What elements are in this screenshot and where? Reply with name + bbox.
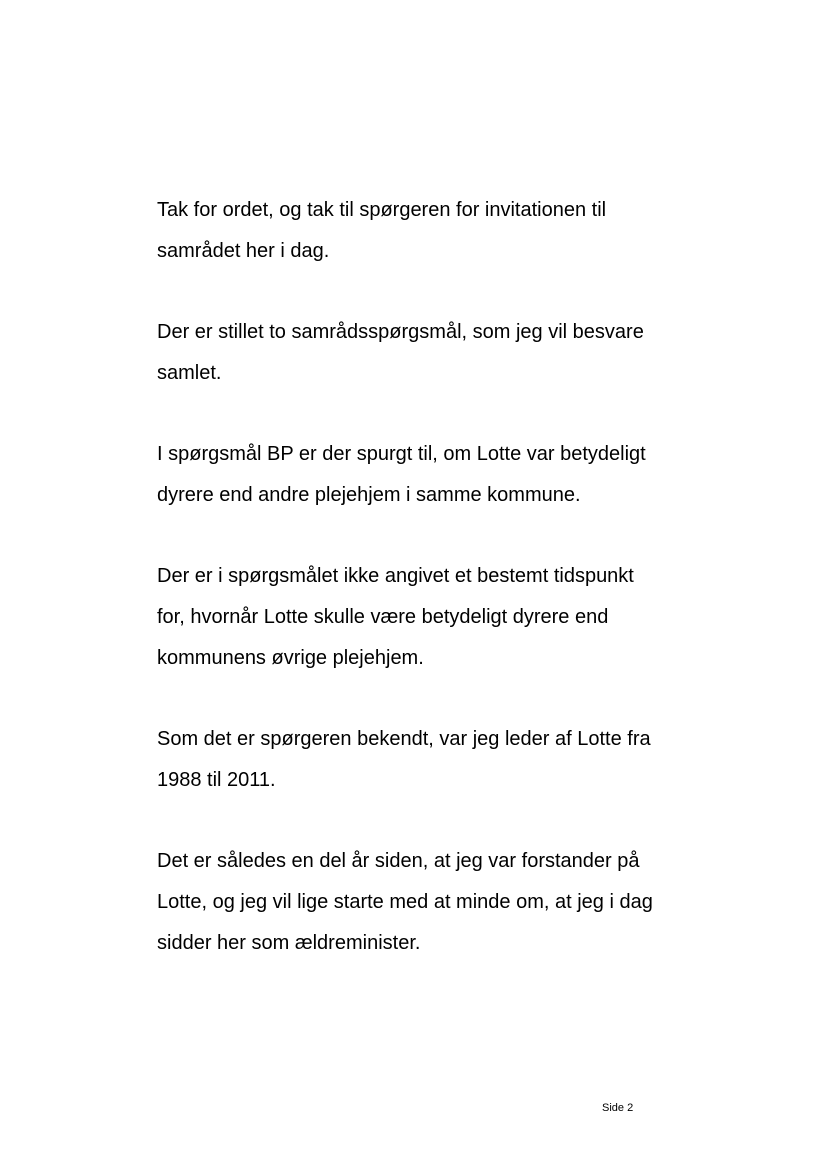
page-number: Side 2: [602, 1102, 634, 1114]
paragraph-line: kommunens øvrige plejehjem.: [157, 647, 424, 669]
paragraph-line: Som det er spørgeren bekendt, var jeg leder af Lotte fra: [157, 728, 651, 750]
paragraph-2: [157, 312, 717, 394]
paragraph-line: 1988 til 2011.: [157, 769, 276, 791]
paragraph-line: Lotte, og jeg vil lige starte med at minde om, at jeg i dag: [157, 891, 653, 913]
paragraph-line: for, hvornår Lotte skulle være betydeligt dyrere end: [157, 606, 609, 628]
paragraph-line: I spørgsmål BP er der spurgt til, om Lotte var betydeligt: [157, 443, 646, 465]
paragraph-line: dyrere end andre plejehjem i samme kommune.: [157, 484, 581, 506]
paragraph-4: [157, 556, 717, 679]
paragraph-1: [157, 190, 717, 272]
paragraph-line: Tak for ordet, og tak til spørgeren for invitationen til: [157, 199, 607, 221]
paragraph-line: Der er stillet to samrådsspørgsmål, som jeg vil besvare: [157, 321, 644, 343]
paragraph-3: [157, 434, 717, 516]
paragraph-6: [157, 841, 717, 964]
paragraph-line: Der er i spørgsmålet ikke angivet et bestemt tidspunkt: [157, 565, 634, 587]
paragraph-line: samrådet her i dag.: [157, 240, 330, 262]
paragraph-line: Det er således en del år siden, at jeg var forstander på: [157, 850, 640, 872]
document-body: [157, 190, 717, 1004]
paragraph-5: [157, 719, 717, 801]
paragraph-line: samlet.: [157, 362, 222, 384]
paragraph-line: sidder her som ældreminister.: [157, 932, 421, 954]
